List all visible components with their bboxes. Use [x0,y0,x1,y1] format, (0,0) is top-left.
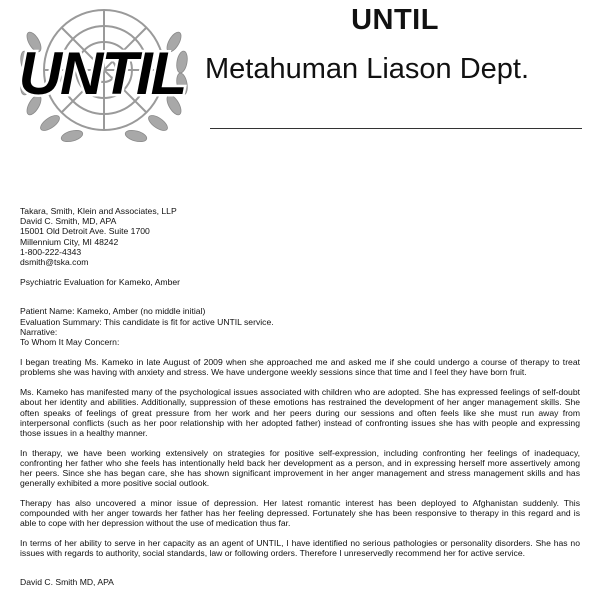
sender-doctor: David C. Smith, MD, APA [20,216,117,227]
header-rule [210,128,582,129]
evaluation-summary: Evaluation Summary: This candidate is fit for active UNTIL service. [20,316,274,327]
letter-body [20,206,580,587]
salutation: To Whom It May Concern: [20,337,120,348]
sender-email[interactable]: dsmith@tska.com [20,257,89,268]
paragraph-background: Ms. Kameko has manifested many of the psychological issues associated with children who are adopted. She has expressed feelings of self-doubt about her identity and abilities. Additionally, suppression of these emotions has restrained the development of her anger management skills. She often speaks of feelings of great pressure from her work and her peers during our sessions and often feels like she must run away from interpersonal conflicts (such as her poor relationship with her adopted father) instead of confronting issues she has with people and expressing those issues in a healthy manner. [20,387,580,438]
patient-name: Patient Name: Kameko, Amber (no middle initial) [20,306,206,317]
paragraph-intro: I began treating Ms. Kameko in late August of 2009 when she approached me and asked me if she could undergo a course of therapy to treat problems she was having with anxiety and stress. We have undergone weekly sessions since that time and I feel they have born fruit. [20,357,580,378]
sender-phone: 1-800-222-4343 [20,246,82,257]
evaluation-summary-block [20,306,580,347]
sender-city: Millennium City, MI 48242 [20,236,119,247]
sender-street: 15001 Old Detroit Ave. Suite 1700 [20,226,150,237]
paragraph-therapy: In therapy, we have been working extensively on strategies for positive self-expression, including confronting her feelings of inadequacy, confronting her father who she feels has intentionally held back her development as a person, and in expressing herself more assertively among her peers. Since she has began care, she has shown significant improvement in her anger management and stress management skills and has generally exhibited a more positive social outlook. [20,447,580,489]
paragraph-recommendation: In terms of her ability to serve in her capacity as an agent of UNTIL, I have identified no serious pathologies or personality disorders. She has no issues with regards to authority, social standards, law or following orders. Therefore I unreservedly recommend her for active service. [20,538,580,559]
sender-address-block [20,206,580,267]
until-emblem-logo [4,2,200,162]
department-title: Metahuman Liason Dept. [205,53,530,85]
signature: David C. Smith MD, APA [20,576,114,587]
organization-title: UNTIL [351,4,439,36]
paragraph-depression: Therapy has also uncovered a minor issue of depression. Her latest romantic interest has been deployed to Afghanistan suddenly. This compounded with her anger towards her father has her feeling depressed. Fortunately she has been responsive to therapy in this regard and is able to cope with her depression without the use of medication thus far. [20,497,580,529]
sender-firm: Takara, Smith, Klein and Associates, LLP [20,206,177,216]
subject-line: Psychiatric Evaluation for Kameko, Amber [20,277,181,288]
svg-text:UNTIL: UNTIL [18,40,186,107]
narrative-label: Narrative: [20,326,58,337]
